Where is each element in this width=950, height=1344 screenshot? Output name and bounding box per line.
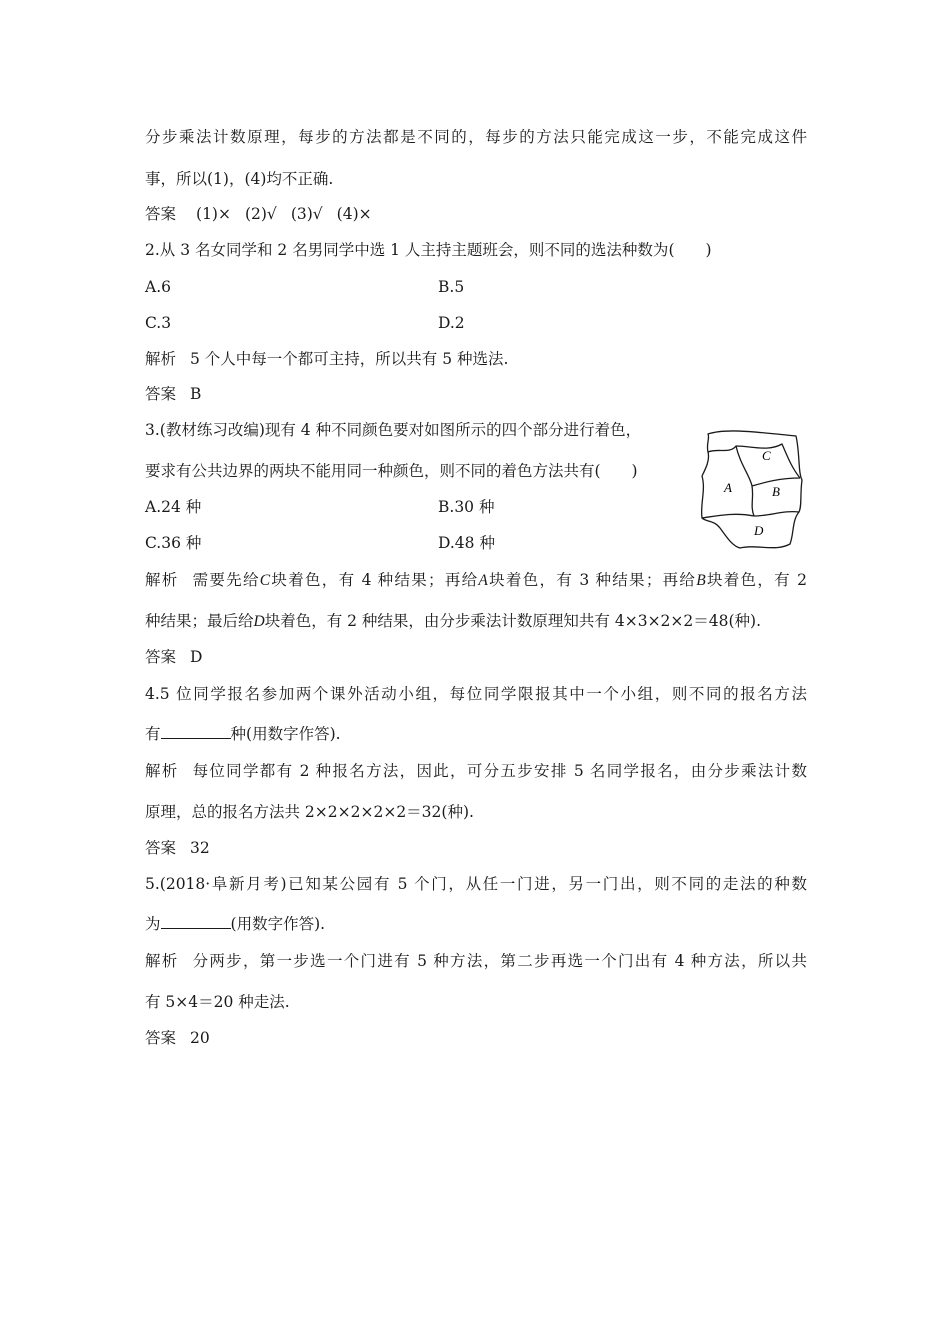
analysis-label: 解析: [145, 350, 177, 368]
q2-option-d: D.2: [438, 314, 465, 332]
q2-stem: 2.从 3 名女同学和 2 名男同学中选 1 人主持主题班会，则不同的选法种数为( ): [145, 241, 712, 259]
q2-option-a: A.6: [145, 278, 171, 296]
q3-stem-line1: 3.(教材练习改编)现有 4 种不同颜色要对如图所示的四个部分进行着色，: [145, 421, 642, 439]
analysis-label: 解析: [145, 762, 179, 780]
figure-label-d: D: [754, 523, 764, 538]
analysis-text: 每位同学都有 2 种报名方法，因此，可分五步安排 5 名同学报名，由分步乘法计数: [192, 762, 807, 780]
var-c: C: [259, 572, 271, 589]
figure-label-c: C: [762, 448, 771, 463]
q1-explanation-line1: 分步乘法计数原理，每步的方法都是不同的，每步的方法只能完成这一步，不能完成这件: [145, 128, 807, 146]
answer-item: (1)×: [196, 205, 231, 223]
answer-value: 32: [190, 839, 210, 857]
answer-value: B: [190, 385, 202, 403]
analysis-label: 解析: [145, 571, 179, 589]
answer-label: 答案: [145, 205, 177, 223]
q5-answer: [145, 1028, 210, 1048]
analysis-text: 5 个人中每一个都可主持，所以共有 5 种选法.: [190, 350, 509, 368]
answer-item: (3)√: [290, 205, 323, 223]
analysis-text: 块着色，有 2: [705, 571, 808, 589]
var-a: A: [478, 572, 488, 589]
q4-answer: [145, 838, 210, 858]
figure-label-b: B: [772, 484, 780, 499]
q4-stem-line2: [145, 724, 341, 744]
q2-option-b: B.5: [438, 278, 465, 296]
q3-option-b: B.30 种: [438, 498, 495, 516]
answer-label: 答案: [145, 839, 177, 857]
q3-option-d: D.48 种: [438, 534, 495, 552]
q3-analysis-line1: [145, 570, 807, 591]
figure-label-a: A: [724, 480, 732, 495]
stem-text: (用数字作答).: [230, 915, 326, 933]
q3-analysis-line2: [145, 611, 761, 632]
q2-option-c: C.3: [145, 314, 172, 332]
analysis-text: 块着色，有 4 种结果；再给: [270, 571, 479, 589]
region-map-figure: [696, 424, 806, 554]
answer-label: 答案: [145, 1029, 177, 1047]
analysis-text: 需要先给: [192, 571, 260, 589]
var-b: B: [696, 572, 706, 589]
answer-blank: [161, 914, 231, 929]
analysis-text: 块着色，有 2 种结果，由分步乘法计数原理知共有 4×3×2×2＝48(种).: [264, 612, 762, 630]
q5-analysis-line1: [145, 951, 807, 971]
q4-stem-line1: 4.5 位同学报名参加两个课外活动小组，每位同学限报其中一个小组，则不同的报名方法: [145, 685, 807, 703]
answer-value: 20: [190, 1029, 210, 1047]
analysis-text: 块着色，有 3 种结果；再给: [487, 571, 697, 589]
q2-answer: [145, 384, 201, 404]
answer-blank: [161, 724, 231, 739]
q2-analysis: [145, 349, 508, 369]
answer-value: D: [190, 648, 203, 666]
var-d: D: [253, 613, 265, 630]
analysis-label: 解析: [145, 952, 179, 970]
q3-option-c: C.36 种: [145, 534, 202, 552]
answer-label: 答案: [145, 385, 177, 403]
q3-answer: [145, 647, 202, 667]
stem-text: 种(用数字作答).: [230, 725, 341, 743]
q3-option-a: A.24 种: [145, 498, 202, 516]
answer-label: 答案: [145, 648, 177, 666]
q5-stem-line2: [145, 914, 325, 934]
q5-stem-line1: 5.(2018·阜新月考)已知某公园有 5 个门，从任一门进，另一门出，则不同的走法的种数: [145, 875, 807, 893]
q3-stem-line2: 要求有公共边界的两块不能用同一种颜色，则不同的着色方法共有( ): [145, 462, 638, 480]
answer-item: (2)√: [244, 205, 277, 223]
answer-item: (4)×: [336, 205, 372, 223]
q5-analysis-line2: 有 5×4＝20 种走法.: [145, 993, 290, 1011]
q1-explanation-line2: 事，所以(1)，(4)均不正确.: [145, 170, 334, 188]
analysis-text: 种结果；最后给: [145, 612, 254, 630]
stem-text: 有: [145, 725, 161, 743]
analysis-text: 分两步，第一步选一个门进有 5 种方法，第二步再选一个门出有 4 种方法，所以共: [192, 952, 807, 970]
q4-analysis-line2: 原理，总的报名方法共 2×2×2×2×2＝32(种).: [145, 803, 474, 821]
q4-analysis-line1: [145, 761, 807, 781]
stem-text: 为: [145, 915, 161, 933]
q1-answer: [145, 204, 386, 224]
